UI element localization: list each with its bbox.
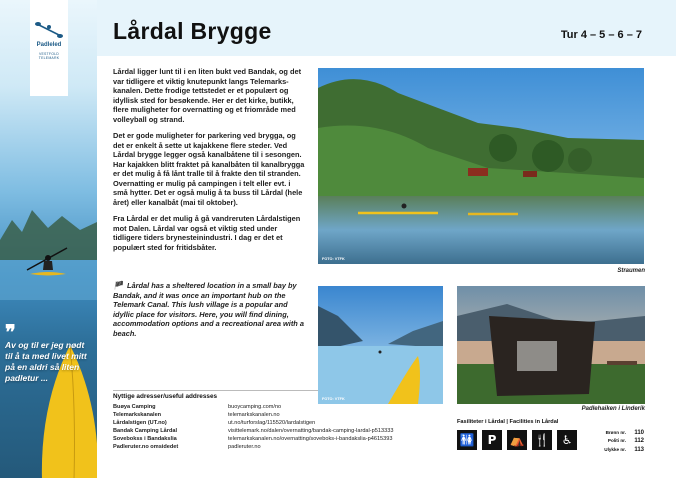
quote-mark-icon: ❞ — [5, 320, 16, 344]
address-link[interactable]: ut.no/turforslag/115520/lardalstigen — [228, 419, 316, 426]
page-title: Lårdal Brygge — [113, 18, 272, 44]
english-paragraph: Lårdal has a sheltered location in a small bay by Bandak, and it was once an important hub on the Telemark Canal. This lush village is a popular and idyllic place for visitors. Here, you will find dining, accommodation options and a recreational area with a beach. — [113, 281, 304, 338]
paragraph-1: Lårdal ligger lunt til i en liten bukt ved Bandak, og det var tidligere et viktig knutepunkt langs Telemarks-kanalen. Dette frodige tettstedet er et populært og idyllisk sted for besøkende. Her er det kirke, butikk, flere muligheter for overnatting og et friområde med volleyball og strand. — [113, 67, 302, 124]
english-description — [113, 281, 307, 338]
logo-name: Padleled — [36, 42, 62, 48]
list-item — [113, 420, 428, 428]
parking-icon: P — [482, 430, 502, 450]
address-name: Sovebokss i Bandakslia — [113, 435, 177, 442]
stat-label: Politi nr. — [607, 438, 626, 444]
shelter-photo — [457, 286, 645, 404]
address-list — [113, 404, 428, 451]
tour-numbers: Tur 4 – 5 – 6 – 7 — [560, 29, 642, 41]
paragraph-3: Fra Lårdal er det mulig å gå vandreruten Lårdalstigen mot Dalen. Lårdal var også et viktig sted under tidligere tiders brynesteinindustri. I dag er det et populært sted for fritidsbåter. — [113, 214, 301, 252]
addresses-title: Nyttige adresser/useful addresses — [113, 393, 218, 400]
list-item — [604, 437, 644, 445]
logo-subtitle: VESTFOLD TELEMARK — [38, 52, 60, 60]
address-link[interactable]: telemarkskanalen.no/overnatting/soveboks-i-bandakslia-p4615393 — [228, 435, 393, 442]
norwegian-description — [113, 67, 305, 259]
stat-value: 113 — [634, 446, 644, 453]
shelter-scene-image — [457, 286, 645, 404]
address-link[interactable]: buoycamping.com/no — [228, 404, 282, 410]
kayaker-icon — [22, 240, 72, 290]
photo-caption: Padlehaiken i Linderik — [581, 406, 645, 412]
address-name: Buøya Camping — [113, 404, 156, 410]
facility-icons — [457, 430, 577, 450]
photo-credit: FOTO: VTFK — [322, 257, 345, 261]
list-item — [113, 444, 428, 452]
facilities-title: Fasiliteter i Lårdal | Facilities in Lårdal — [457, 419, 559, 425]
accessibility-icon: ♿ — [557, 430, 577, 450]
paragraph-2: Det er gode muligheter for parkering ved brygga, og det er enkelt å sette ut kajakkene flere steder. Ved Lårdal brygge legger også kanalbåtene til i sesongen. Har kajakken blitt fraktet på kanalbåten til kanalbrygga er det mulig å få lånt tralle til å frakte den til stranden. Overnatting er mulig på campingen i telt eller evt. i små hytter. Det er også mulig å ta buss til Lårdal (hele året) eller kanalbåt (mai til oktober). — [113, 131, 305, 207]
list-item — [113, 428, 428, 436]
fjord-kayak-image — [318, 286, 443, 404]
address-link[interactable]: padleruter.no — [228, 443, 261, 450]
stat-label: Brønn nr. — [605, 430, 626, 435]
stat-value: 112 — [634, 438, 644, 445]
stat-value: 110 — [634, 430, 644, 436]
logo-panel — [30, 0, 68, 96]
toilet-icon: 🚻 — [457, 430, 477, 450]
list-item — [604, 429, 644, 437]
address-name: Lårdalstigen (UT.no) — [113, 419, 167, 426]
list-item — [113, 436, 428, 444]
uk-flag-icon: 🏴 — [113, 281, 123, 290]
photo-credit: FOTO: VTFK — [322, 397, 345, 401]
address-link[interactable]: telemarkskanalen.no — [228, 411, 280, 418]
list-item — [113, 404, 428, 412]
photo-caption: Straumen — [617, 268, 645, 274]
camping-icon: ⛺ — [507, 430, 527, 450]
fjord-photo — [318, 286, 443, 404]
list-item — [113, 412, 428, 420]
sidebar-quote: Av og til er jeg nødt til å ta med livet mitt på en aldri så liten padletur ... — [5, 340, 87, 383]
list-item — [604, 446, 644, 454]
lake-scene-image — [318, 68, 644, 264]
sidebar-photo — [0, 0, 97, 478]
address-name: Bandak Camping Lårdal — [113, 427, 178, 434]
address-name: Padleruter.no omsidedet — [113, 443, 179, 450]
stat-label: Ulykke nr. — [604, 446, 626, 452]
header-band — [0, 0, 676, 56]
address-name: Telemarkskanalen — [113, 411, 162, 418]
lake-photo-main — [318, 68, 644, 264]
address-link[interactable]: visittelemark.no/dalen/overnatting/bandak-camping-lardal-p513333 — [228, 427, 394, 434]
paddle-logo-icon — [34, 20, 64, 40]
dining-icon: 🍴 — [532, 430, 552, 450]
emergency-numbers — [604, 429, 644, 454]
